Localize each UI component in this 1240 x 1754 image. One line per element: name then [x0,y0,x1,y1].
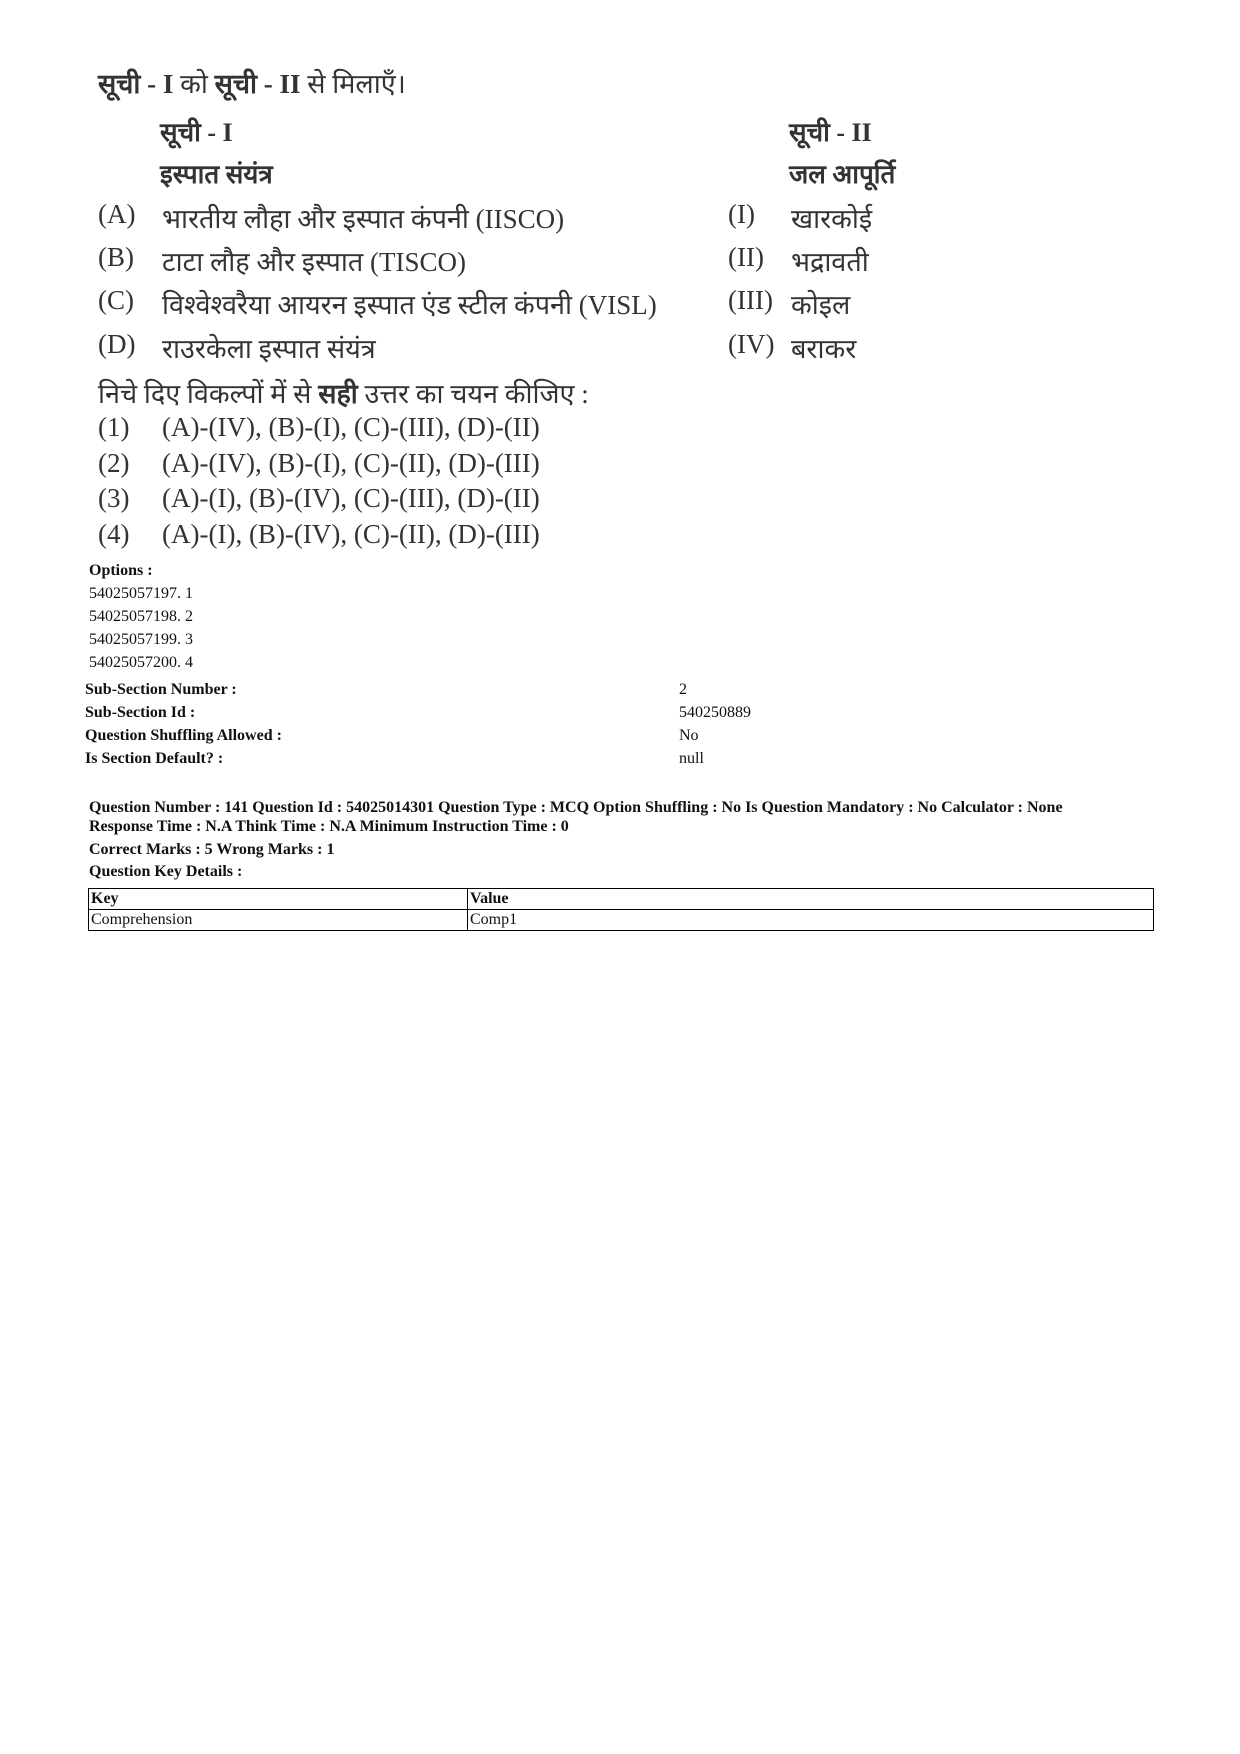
key-cell: Comprehension [89,910,468,931]
prompt-emphasis: सही [318,379,358,409]
choice-prompt [98,374,589,411]
subsection-number-value: 2 [679,681,687,698]
value-header: Value [468,889,1154,910]
list2-ref: सूची - II [214,69,301,99]
list1-subheading: इस्पात संयंत्र [160,160,273,189]
shuffle-label: Question Shuffling Allowed : [85,727,282,744]
list2-subheading: जल आपूर्ति [789,160,896,189]
table-row [89,910,1154,931]
question-info [89,798,1159,881]
row-roman-label: (II) [728,242,764,272]
list1-heading: सूची - I [160,118,233,147]
subsection-id-value: 540250889 [679,704,751,721]
choice-number: (2) [98,448,130,478]
subsection-number-label: Sub-Section Number : [85,681,237,698]
row-label: (B) [98,242,134,272]
row-roman-label: (IV) [728,329,775,359]
question-info-line1: Question Number : 141 Question Id : 54025014301 Question Type : MCQ Option Shuffling : No Is Question Mandatory : No Calculator : None [89,799,1063,816]
row-label: (D) [98,329,136,359]
row-roman-text: बराकर [791,334,857,364]
marks-line: Correct Marks : 5 Wrong Marks : 1 [89,841,335,858]
row-roman-label: (I) [728,199,755,229]
choice-number: (1) [98,412,130,442]
key-details-title: Question Key Details : [89,863,243,880]
row-roman-text: खारकोई [791,204,873,234]
row-label: (C) [98,285,134,315]
option-item: 54025057197. 1 [89,585,193,602]
row-roman-text: कोइल [791,290,851,320]
subsection-id-label: Sub-Section Id : [85,704,196,721]
option-item: 54025057199. 3 [89,631,193,648]
instruction-connector: को [173,69,215,99]
option-item: 54025057200. 4 [89,654,193,671]
option-item: 54025057198. 2 [89,608,193,625]
match-row [98,329,958,369]
match-row [98,199,958,239]
question-info-line2: Response Time : N.A Think Time : N.A Minimum Instruction Time : 0 [89,818,569,835]
section-default-label: Is Section Default? : [85,750,224,767]
row-text: भारतीय लौहा और इस्पात कंपनी (IISCO) [162,204,565,234]
question-instruction [98,64,406,101]
key-header: Key [89,889,468,910]
list1-ref: सूची - I [98,69,174,99]
row-roman-text: भद्रावती [791,247,869,277]
match-row [98,242,958,282]
list2-heading: सूची - II [789,118,872,147]
row-text: विश्वेश्वरैया आयरन इस्पात एंड स्टील कंपनी (VISL) [162,290,657,320]
row-label: (A) [98,199,136,229]
choice-number: (3) [98,483,130,513]
row-text: टाटा लौह और इस्पात (TISCO) [162,247,466,277]
options-title: Options : [89,562,153,579]
row-roman-label: (III) [728,285,773,315]
instruction-tail: से मिलाएँ। [300,69,406,99]
choice-text: (A)-(I), (B)-(IV), (C)-(III), (D)-(II) [162,483,540,513]
choice-text: (A)-(IV), (B)-(I), (C)-(III), (D)-(II) [162,412,540,442]
shuffle-value: No [679,727,699,744]
choice-text: (A)-(I), (B)-(IV), (C)-(II), (D)-(III) [162,519,540,549]
section-default-value: null [679,750,704,767]
prompt-end: उत्तर का चयन कीजिए : [357,379,589,409]
choice-text: (A)-(IV), (B)-(I), (C)-(II), (D)-(III) [162,448,540,478]
prompt-start: निचे दिए विकल्पों में से [98,379,319,409]
row-text: राउरकेला इस्पात संयंत्र [162,334,376,364]
value-cell: Comp1 [468,910,1154,931]
match-row [98,285,958,325]
key-value-table [88,888,1154,931]
table-header-row [89,889,1154,910]
choice-number: (4) [98,519,130,549]
